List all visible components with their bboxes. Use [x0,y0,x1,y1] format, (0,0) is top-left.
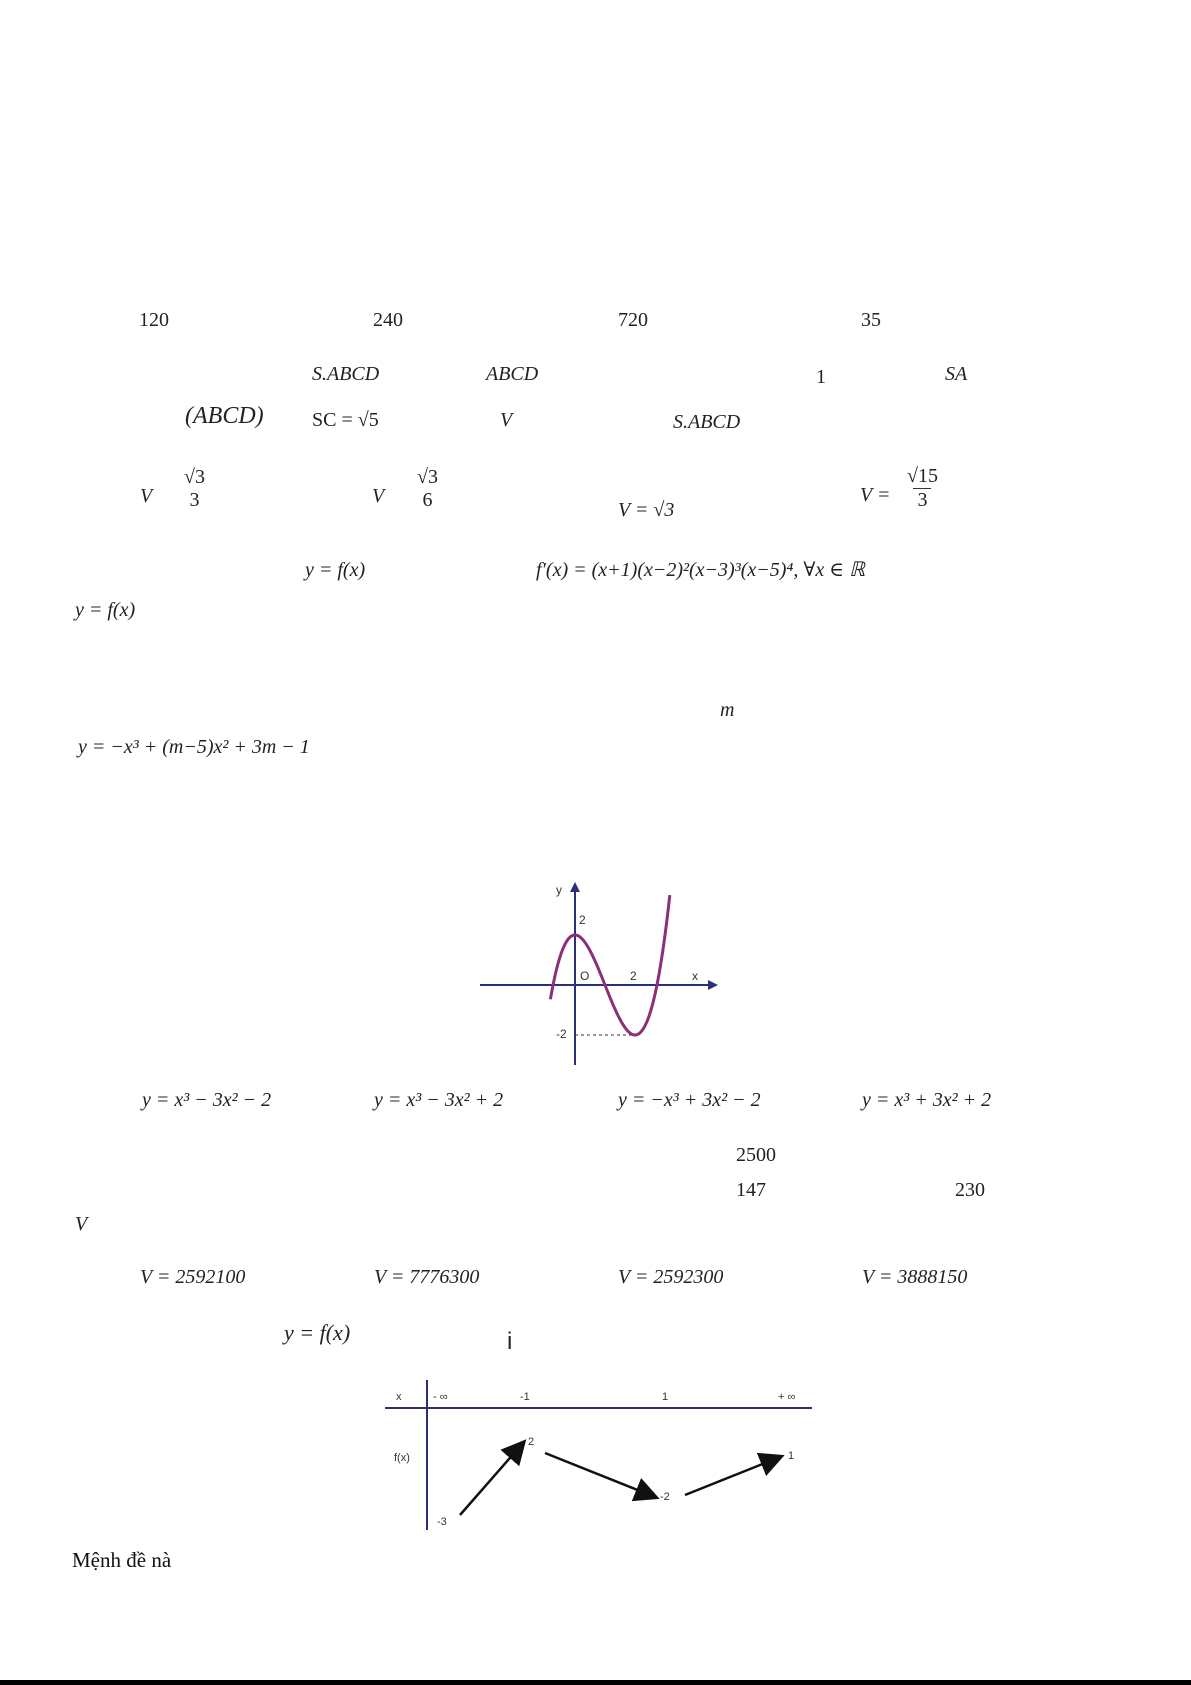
y-max-label: 2 [579,913,586,927]
option-b-value: V = 7776300 [374,1266,480,1288]
option-d-value: V = 3888150 [862,1266,968,1288]
variation-table [380,1375,820,1535]
option-d-fraction [903,465,942,512]
option-b-numerator: √3 [417,466,438,488]
option-a-numerator: √3 [184,466,205,488]
cubic-curve [550,895,669,1035]
math-solid-2: S.ABCD [673,411,741,433]
x-axis-label: x [692,969,698,983]
option-b-value: y = x³ − 3x² + 2 [374,1089,504,1111]
y-axis-arrow-icon [570,882,580,892]
option-d-value: 35 [861,309,881,331]
option-a-value: y = x³ − 3x² − 2 [142,1089,272,1111]
math-plane: (ABCD) [185,403,264,429]
x-axis-arrow-icon [708,980,718,990]
math-function-2: y = f(x) [75,599,136,621]
option-d-value: y = x³ + 3x² + 2 [862,1089,992,1111]
math-cubic-function: y = −x³ + (m−5)x² + 3m − 1 [78,736,310,758]
table-f-value: -3 [437,1516,447,1528]
math-derivative: f′(x) = (x+1)(x−2)²(x−3)³(x−5)⁴, ∀x ∈ ℝ [536,559,865,581]
option-a-value: V = 2592100 [140,1266,246,1288]
increasing-arrow-icon [460,1443,523,1515]
page-bottom-rule [0,1680,1191,1685]
option-c-value: y = −x³ + 3x² − 2 [618,1089,761,1111]
option-d-lhs: V = [860,484,891,506]
math-function: y = f(x) [284,1320,351,1345]
table-x-value: -1 [520,1391,530,1403]
option-d-denominator: 3 [913,488,931,512]
math-solid: S.ABCD [312,363,380,385]
table-x-value: 1 [662,1391,669,1403]
math-sc-equation: SC = √5 [312,409,379,431]
decreasing-arrow-icon [545,1453,655,1497]
option-a-lhs: V [140,485,153,507]
math-edge: SA [945,363,968,385]
option-a-value: 120 [139,309,169,331]
stray-mark: i [507,1328,513,1355]
origin-label: O [580,969,590,983]
option-c-value: 720 [618,309,648,331]
math-volume-symbol: V [75,1213,88,1235]
y-min-label: -2 [556,1027,567,1041]
math-value-2: 147 [736,1179,766,1201]
table-fx-label: f(x) [394,1452,410,1464]
option-c-value: V = 2592300 [618,1266,724,1288]
math-function: y = f(x) [305,559,366,581]
option-a-fraction [180,466,209,512]
increasing-arrow-icon [685,1457,780,1495]
math-value-3: 230 [955,1179,985,1201]
math-edge-length: 1 [816,366,826,388]
option-c-value: V = √3 [618,499,675,521]
table-x-value: + ∞ [778,1391,796,1403]
math-value-1: 2500 [736,1144,776,1166]
table-f-value: -2 [660,1491,670,1503]
option-d-numerator: √15 [907,465,938,487]
table-x-label: x [396,1391,402,1403]
y-axis-label: y [556,883,562,897]
option-a-denominator: 3 [189,489,200,511]
option-b-fraction [413,466,442,512]
table-f-value: 1 [788,1450,795,1462]
statement-prompt: Mệnh đề nà [72,1548,172,1572]
option-b-denominator: 6 [422,489,433,511]
function-graph [470,880,720,1070]
option-b-value: 240 [373,309,403,331]
x-tick-label: 2 [630,969,637,983]
option-b-lhs: V [372,485,385,507]
table-x-value: - ∞ [433,1391,448,1403]
table-f-value: 2 [528,1436,535,1448]
math-base: ABCD [486,363,539,385]
math-parameter: m [720,699,735,721]
math-volume-symbol: V [500,409,513,431]
